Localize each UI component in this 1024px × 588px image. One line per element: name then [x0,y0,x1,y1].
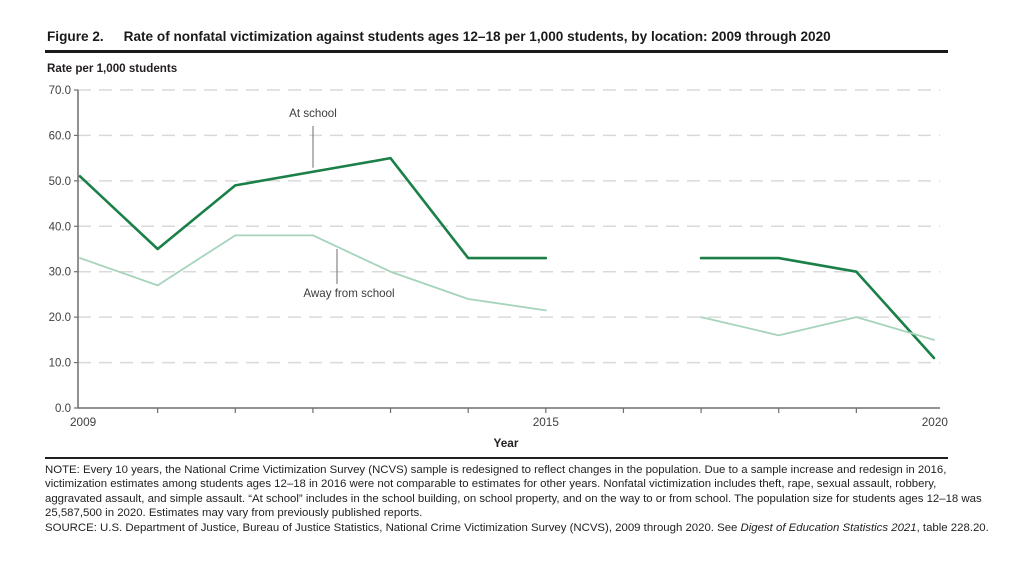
source-text: SOURCE: U.S. Department of Justice, Bureau of Justice Statistics, National Crime Victimization Survey (NCVS), 2009 through 2020. See Digest of Education Statistics 2021, table 228.20. [45,521,989,534]
x-axis-title: Year [493,436,519,450]
y-tick-label: 30.0 [48,266,71,279]
note-text: NOTE: Every 10 years, the National Crime Victimization Survey (NCVS) sample is redesigned to reflect changes in the population. Due to a sample increase and redesign in 2016, victimization estimates among students ages 12–18 in 2016 were not comparable to estimates for other years. Nonfatal victimization includes theft, rape, sexual assault, robbery, aggravated assault, and simple assault. “At school” includes in the school building, on school property, and on the way to or from school. The population size for students ages 12–18 was 25,587,500 in 2020. Estimates may vary from previously published reports. [45,464,982,520]
y-tick-label: 10.0 [48,357,71,370]
series-line-at-school [701,258,934,358]
source-citation-italic: Digest of Education Statistics 2021 [740,521,917,534]
y-tick-label: 40.0 [48,221,71,234]
note-divider [45,457,948,459]
x-tick-label: 2020 [921,415,948,429]
figure-label: Figure 2. [47,29,104,44]
y-tick-label: 20.0 [48,312,71,325]
y-axis-unit-label: Rate per 1,000 students [47,62,178,75]
series-line-at-school [80,158,546,258]
x-tick-label: 2009 [70,415,97,429]
series-label-away-from-school: Away from school [303,287,395,300]
y-tick-label: 50.0 [48,175,71,188]
y-tick-label: 0.0 [55,403,71,415]
y-tick-label: 70.0 [48,85,71,97]
figure-title-text: Rate of nonfatal victimization against students ages 12–18 per 1,000 students, by location: 2009 through 2020 [123,29,831,44]
series-label-at-school: At school [289,107,337,120]
y-tick-label: 60.0 [48,130,71,143]
notes-block [45,463,995,535]
x-tick-label: 2015 [532,415,559,429]
